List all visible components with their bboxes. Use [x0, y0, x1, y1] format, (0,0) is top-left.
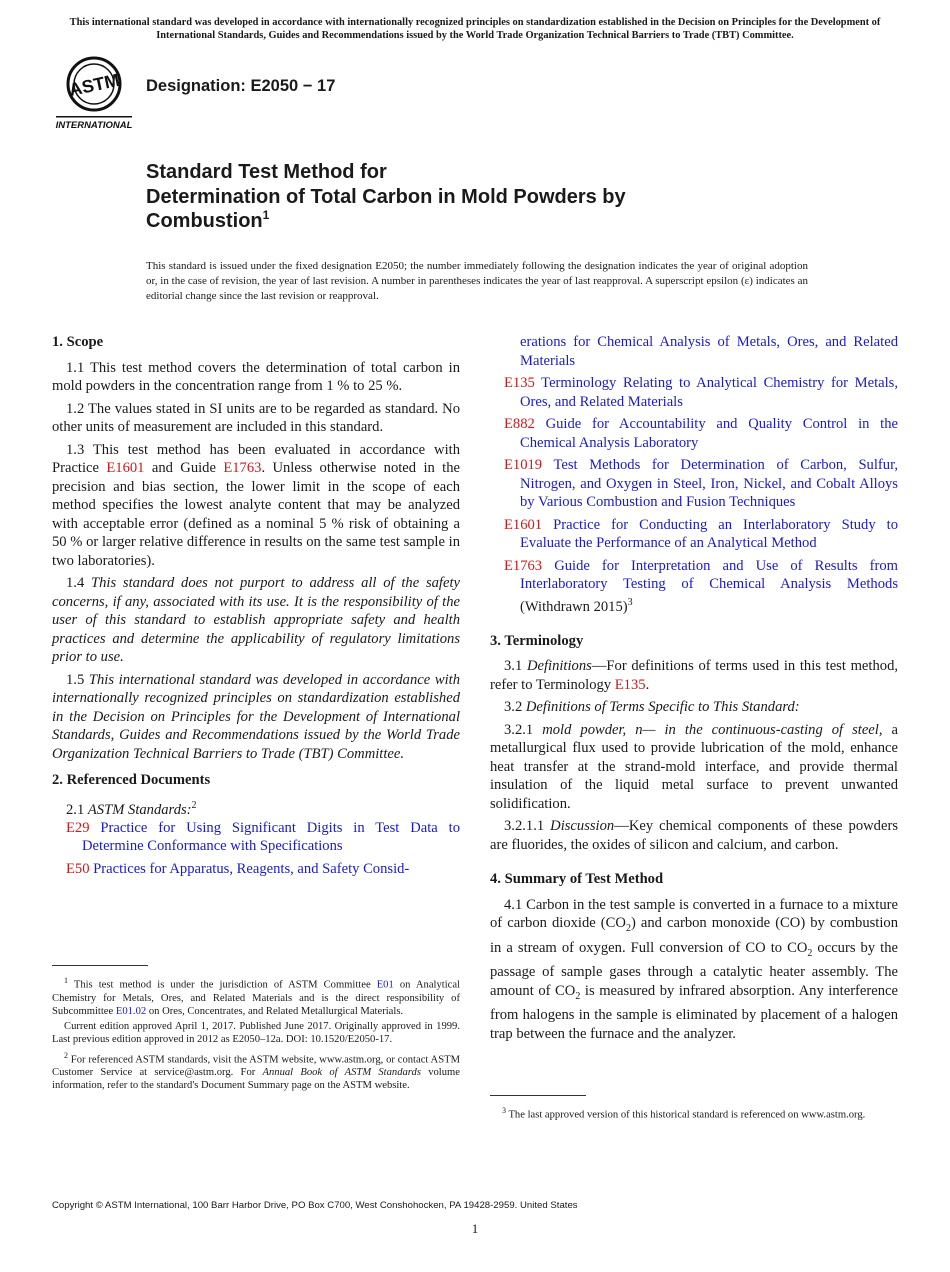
reference-e50-continued[interactable]: erations for Chemical Analysis of Metals, Ores, and Related Materials — [520, 334, 898, 369]
link-e135[interactable]: E135 — [614, 676, 646, 693]
paragraph-1-5: 1.5 This international standard was developed in accordance with internationally recognized principles on standardization established in the Decision on Principles for the Development of International Standards, Guides and Recommendations issued by the World Trade Organization Technical Barriers to Trade (TBT) Committee. — [52, 671, 461, 762]
standards-banner: This international standard was developed in accordance with internationally recognized principles on standardization established in the Decision on Principles for the Development of International Standards, Guides and Recommendations issued by the World Trade Organization Technical Barriers to Trade (TBT) Committee. — [69, 17, 881, 41]
footnotes-right — [490, 1104, 898, 1124]
right-column — [490, 333, 898, 1047]
section-heading-summary: 4. Summary of Test Method — [490, 871, 664, 888]
reference-e1763[interactable]: E1763 Guide for Interpretation and Use of Results from Interlaboratory Testing of Chemical Analysis Methods (Withdrawn 2015)$^3$ — [504, 557, 899, 615]
paragraph-3-2: 3.2 Definitions of Terms Specific to This Standard: — [504, 699, 800, 716]
reference-e135[interactable]: E135 Terminology Relating to Analytical Chemistry for Metals, Ores, and Related Materials — [504, 375, 898, 410]
title-footnote-ref[interactable]: 1 — [262, 208, 270, 222]
logo-subtext: INTERNATIONAL — [55, 120, 133, 131]
link-e1601[interactable]: E1601 — [106, 460, 145, 476]
paragraph-1-2: 1.2 The values stated in SI units are to be regarded as standard. No other units of measurement are included in this standard. — [52, 400, 460, 435]
astm-logo-mark — [67, 58, 121, 110]
paragraph-4-1: 4.1 Carbon in the test sample is converted in a furnace to a mixture of carbon dioxide $(CO_2)$ and carbon monoxide (CO) by combustion in a stream of oxygen. Full conversion of CO to $CO_2$ occurs by the passage of sample gases through a catalytic heater assembly. The amount of $CO_2$ is measured by infrared absorption. Any interference from halogens in the sample is eliminated by placement of a halogen trap between the furnace and the analyzer. — [490, 896, 898, 1042]
designation: Designation: E2050 − 17 — [146, 77, 336, 95]
paragraph-3-2-1: 3.2.1 mold powder, n— in the continuous-casting of steel, a metallurgical flux used to provide lubrication of the mold, enhance heat transfer at the strand-mold interface, and provide thermal insulation of the liquid metal surface to prevent unwanted solidification. — [490, 721, 898, 812]
paragraph-2-1: 2.1 ASTM Standards:$^2$ — [66, 799, 197, 818]
title-line-1: Standard Test Method for — [146, 161, 387, 183]
link-e01[interactable]: E01 — [376, 979, 394, 991]
reference-e1601[interactable]: E1601 Practice for Conducting an Interlaboratory Study to Evaluate the Performance of an Analytical Method — [504, 516, 898, 551]
paragraph-3-2-1-1: 3.2.1.1 Discussion—Key chemical components of these powders are fluorides, the oxides of silicon and calcium, and carbon. — [490, 818, 898, 853]
reference-list-left — [52, 819, 460, 879]
astm-logo — [52, 54, 136, 134]
paragraph-1-3: 1.3 This test method has been evaluated in accordance with Practice E1601 and Guide E1763. Unless otherwise noted in the precision and bias section, the lower limit in the scope of each method specifies the lowest analyte content that may be analyzed with acceptable error (defined as a nominal 5 % risk of obtaining a 50 % or larger relative difference in results on the same test sample in two laboratories). — [52, 441, 460, 569]
page-number: 1 — [471, 1221, 479, 1236]
reference-e1019[interactable]: E1019 Test Methods for Determination of Carbon, Sulfur, Nitrogen, and Oxygen in Steel, Iron, Nickel, and Cobalt Alloys by Various Combustion and Fusion Techniques — [504, 457, 898, 510]
logo-text: ASTM — [67, 69, 122, 101]
paragraph-1-4: 1.4 This standard does not purport to address all of the safety concerns, if any, associated with its use. It is the responsibility of the user of this standard to establish appropriate safety and health practices and determine the applicability of regulatory limitations prior to use. — [52, 575, 460, 665]
footnote-divider-right — [490, 1095, 586, 1096]
footnotes-left — [52, 974, 460, 1095]
link-e01-02[interactable]: E01.02 — [115, 1005, 147, 1017]
paragraph-1-1: 1.1 This test method covers the determination of total carbon in mold powders in the concentration range from 1 % to 25 %. — [52, 359, 460, 394]
reference-e50[interactable]: E50 Practices for Apparatus, Reagents, and Safety Consid- — [66, 860, 410, 877]
reference-e29[interactable]: E29 Practice for Using Significant Digits in Test Data to Determine Conformance with Specifications — [66, 819, 460, 855]
title-line-3: Combustion$^1$ — [146, 208, 270, 232]
section-heading-scope: 1. Scope — [52, 334, 104, 350]
section-heading-terminology: 3. Terminology — [490, 632, 584, 649]
title-line-2: Determination of Total Carbon in Mold Powders by — [146, 185, 626, 208]
reference-e882[interactable]: E882 Guide for Accountability and Quality Control in the Chemical Analysis Laboratory — [504, 416, 898, 451]
paragraph-3-1: 3.1 Definitions—For definitions of terms used in this test method, refer to Terminology E135. — [490, 658, 899, 693]
left-column — [52, 333, 460, 882]
link-e1763[interactable]: E1763 — [223, 460, 262, 476]
copyright-footer: Copyright © ASTM International, 100 Barr Harbor Drive, PO Box C700, West Conshohocken, PA 19428-2959. United States — [52, 1200, 578, 1211]
footnote-3: $^3$ The last approved version of this historical standard is referenced on www.astm.org. — [502, 1106, 866, 1121]
section-heading-referenced-documents: 2. Referenced Documents — [52, 772, 211, 788]
footnote-1: $^1$ This test method is under the jurisdiction of ASTM Committee E01 on Analytical Chemistry for Metals, Ores, and Related Materials and is the direct responsibility of Subcommittee E01.02 on Ores, Concentrates, and Related Metallurgical Materials. — [52, 976, 460, 1017]
footnote-2: $^2$ For referenced ASTM standards, visit the ASTM website, www.astm.org, or contact ASTM Customer Service at service@astm.org. For Annual Book of ASTM Standards volume information, refer to the standard's Document Summary page on the ASTM website. — [52, 1050, 460, 1092]
issuance-notice: This standard is issued under the fixed designation E2050; the number immediately following the designation indicates the year of original adoption or, in the case of revision, the year of last revision. A number in parentheses indicates the year of last reapproval. A superscript epsilon (ε) indicates an editorial change since the last revision or reapproval. — [146, 260, 808, 302]
footnote-1-edition: Current edition approved April 1, 2017. Published June 2017. Originally approved in 1999. Last previous edition approved in 2012 as E2050–12a. DOI: 10.1520/E2050-17. — [52, 1021, 460, 1046]
document-title — [146, 160, 866, 234]
footnote-divider-left — [52, 965, 148, 966]
